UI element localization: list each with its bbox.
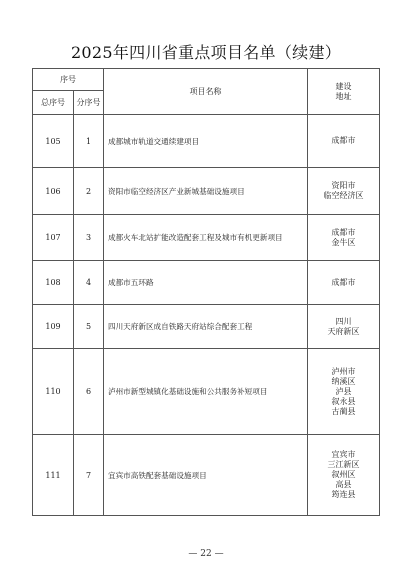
sub-no: 3 [74, 215, 104, 261]
total-no: 106 [33, 168, 74, 215]
table-row [33, 305, 380, 349]
location-line: 古蔺县 [331, 406, 356, 416]
location-line: 四川 [335, 316, 352, 326]
location-line: 泸县 [335, 386, 352, 396]
project-name: 宜宾市高铁配套基础设施项目 [104, 435, 308, 516]
sub-no: 7 [74, 435, 104, 516]
location-line: 高县 [335, 480, 352, 489]
location-line: 资阳市 [331, 181, 356, 190]
location-line: 天府新区 [327, 326, 360, 336]
location-line: 三江新区 [327, 460, 360, 469]
project-name: 泸州市新型城镇化基础设施和公共服务补短项目 [104, 349, 308, 435]
location [308, 215, 380, 261]
table-row [33, 435, 380, 516]
location [308, 349, 380, 435]
project-name: 成都市五环路 [104, 261, 308, 305]
header-project-name: 项目名称 [104, 69, 308, 115]
sub-no: 6 [74, 349, 104, 435]
location-line: 叙州区 [331, 470, 356, 479]
location-line: 纳溪区 [331, 376, 356, 386]
project-name: 成都火车北站扩能改造配套工程及城市有机更新项目 [104, 215, 308, 261]
project-name: 四川天府新区成自铁路天府站综合配套工程 [104, 305, 308, 349]
sub-no: 4 [74, 261, 104, 305]
total-no: 110 [33, 349, 74, 435]
location-line: 金牛区 [331, 237, 356, 247]
header-location: 建设 地址 [308, 69, 380, 115]
project-table [32, 68, 380, 516]
location-line: 叙永县 [331, 396, 356, 406]
total-no: 111 [33, 435, 74, 516]
total-no: 108 [33, 261, 74, 305]
header-total-no: 总序号 [33, 91, 74, 115]
total-no: 105 [33, 115, 74, 168]
total-no: 107 [33, 215, 74, 261]
project-name: 成都城市轨道交通续建项目 [104, 115, 308, 168]
header-serial-group: 序号 [33, 69, 104, 91]
sub-no: 1 [74, 115, 104, 168]
location-line: 筠连县 [331, 490, 356, 499]
location [308, 305, 380, 349]
sub-no: 2 [74, 168, 104, 215]
location-line: 临空经济区 [323, 191, 364, 200]
total-no: 109 [33, 305, 74, 349]
location [308, 261, 380, 305]
table-row [33, 115, 380, 168]
location [308, 435, 380, 516]
location [308, 168, 380, 215]
table-row [33, 261, 380, 305]
sub-no: 5 [74, 305, 104, 349]
table-row [33, 349, 380, 435]
project-name: 资阳市临空经济区产业新城基础设施项目 [104, 168, 308, 215]
table-row [33, 215, 380, 261]
table-row [33, 168, 380, 215]
location [308, 115, 380, 168]
location-line: 成都市 [331, 227, 356, 237]
page-number: — 22 — [188, 549, 224, 559]
header-sub-no: 分序号 [74, 91, 104, 115]
location-line: 成都市 [331, 136, 356, 145]
location-line: 泸州市 [331, 366, 356, 376]
location-line: 宜宾市 [331, 450, 356, 459]
location-line: 成都市 [331, 277, 356, 287]
page-title: 2025年四川省重点项目名单（续建） [70, 43, 342, 62]
